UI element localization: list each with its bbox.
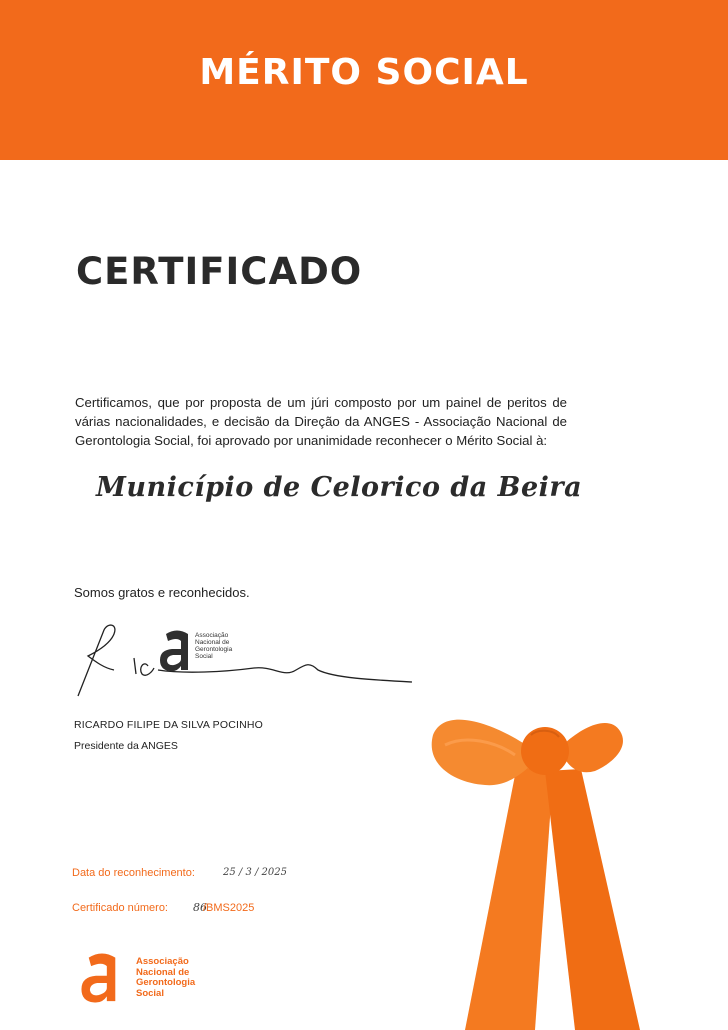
signer-role: Presidente da ANGES	[74, 740, 178, 752]
certificate-body: Certificamos, que por proposta de um júri composto por um painel de peritos de várias nacionalidades, e decisão da Direção da ANGES - Associação Nacional de Gerontologia Social, foi aprovado por unanimidade reconhecer o Mérito Social à:	[75, 395, 567, 448]
signature-area	[74, 618, 424, 708]
banner-title: MÉRITO SOCIAL	[199, 52, 529, 93]
certificate-heading: CERTIFICADO	[76, 250, 363, 293]
handwritten-signature	[74, 618, 424, 708]
closing-text: Somos gratos e reconhecidos.	[74, 585, 250, 600]
date-value: 25 / 3 / 2025	[223, 867, 287, 878]
anges-footer-logo-icon	[74, 948, 130, 1006]
anges-logo-icon	[156, 626, 198, 674]
certificate-number-label: Certificado número:	[72, 902, 168, 914]
certificate-number-value: 86	[193, 901, 207, 914]
certificate-number-suffix: /BMS2025	[203, 902, 255, 914]
signature-stamp: Associação Nacional de Gerontologia Social	[195, 632, 233, 660]
orange-ribbon-icon	[425, 695, 728, 1030]
recipient-name: Município de Celorico da Beira	[96, 472, 583, 503]
date-label: Data do reconhecimento:	[72, 867, 195, 879]
signer-name: RICARDO FILIPE DA SILVA POCINHO	[74, 719, 264, 731]
header-banner	[0, 0, 728, 160]
footer-association-name: Associação Nacional de Gerontologia Social	[136, 956, 196, 999]
